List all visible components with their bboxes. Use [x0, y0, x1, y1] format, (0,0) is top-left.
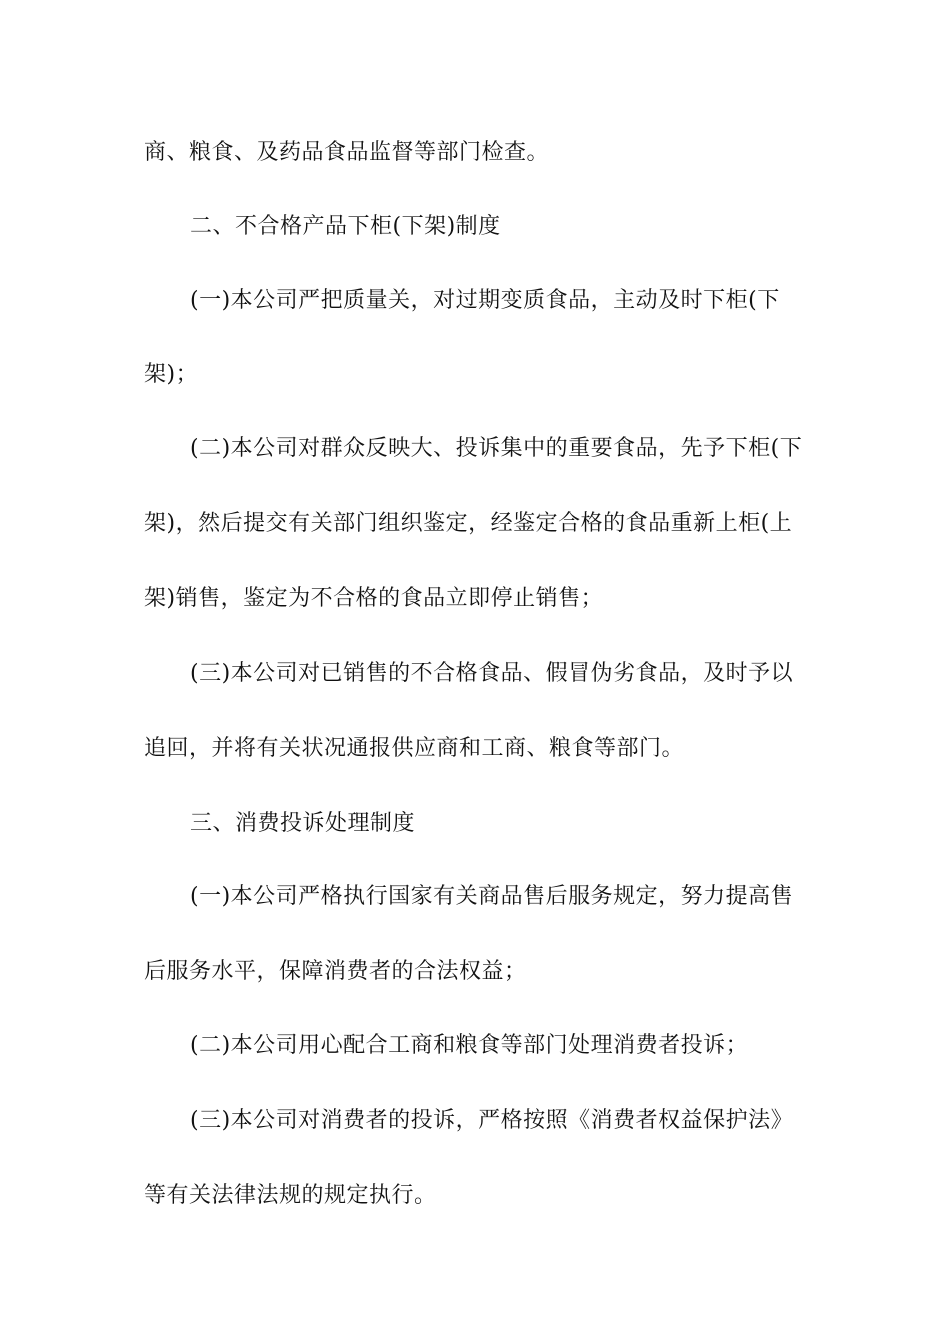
text-line: (三)本公司对消费者的投诉，严格按照《消费者权益保护法》	[190, 1108, 794, 1133]
text-line: (二)本公司对群众反映大、投诉集中的重要食品，先予下柜(下	[190, 436, 803, 461]
text-line: (一)本公司严格执行国家有关商品售后服务规定，努力提高售	[190, 884, 794, 909]
text-line: 架)销售，鉴定为不合格的食品立即停止销售；	[144, 586, 604, 611]
section-heading: 二、不合格产品下柜(下架)制度	[190, 214, 501, 239]
text-line: 架)；	[144, 362, 199, 387]
text-line: (三)本公司对已销售的不合格食品、假冒伪劣食品，及时予以	[190, 661, 794, 686]
section-heading: 三、消费投诉处理制度	[190, 811, 416, 836]
text-line: 追回，并将有关状况通报供应商和工商、粮食等部门。	[144, 736, 685, 761]
text-line: 商、粮食、及药品食品监督等部门检查。	[144, 140, 550, 165]
text-line: (一)本公司严把质量关，对过期变质食品，主动及时下柜(下	[190, 288, 780, 313]
text-line: 后服务水平，保障消费者的合法权益；	[144, 959, 527, 984]
text-line: (二)本公司用心配合工商和粮食等部门处理消费者投诉；	[190, 1033, 749, 1058]
text-line: 架)，然后提交有关部门组织鉴定，经鉴定合格的食品重新上柜(上	[144, 511, 793, 536]
text-line: 等有关法律法规的规定执行。	[144, 1183, 437, 1208]
